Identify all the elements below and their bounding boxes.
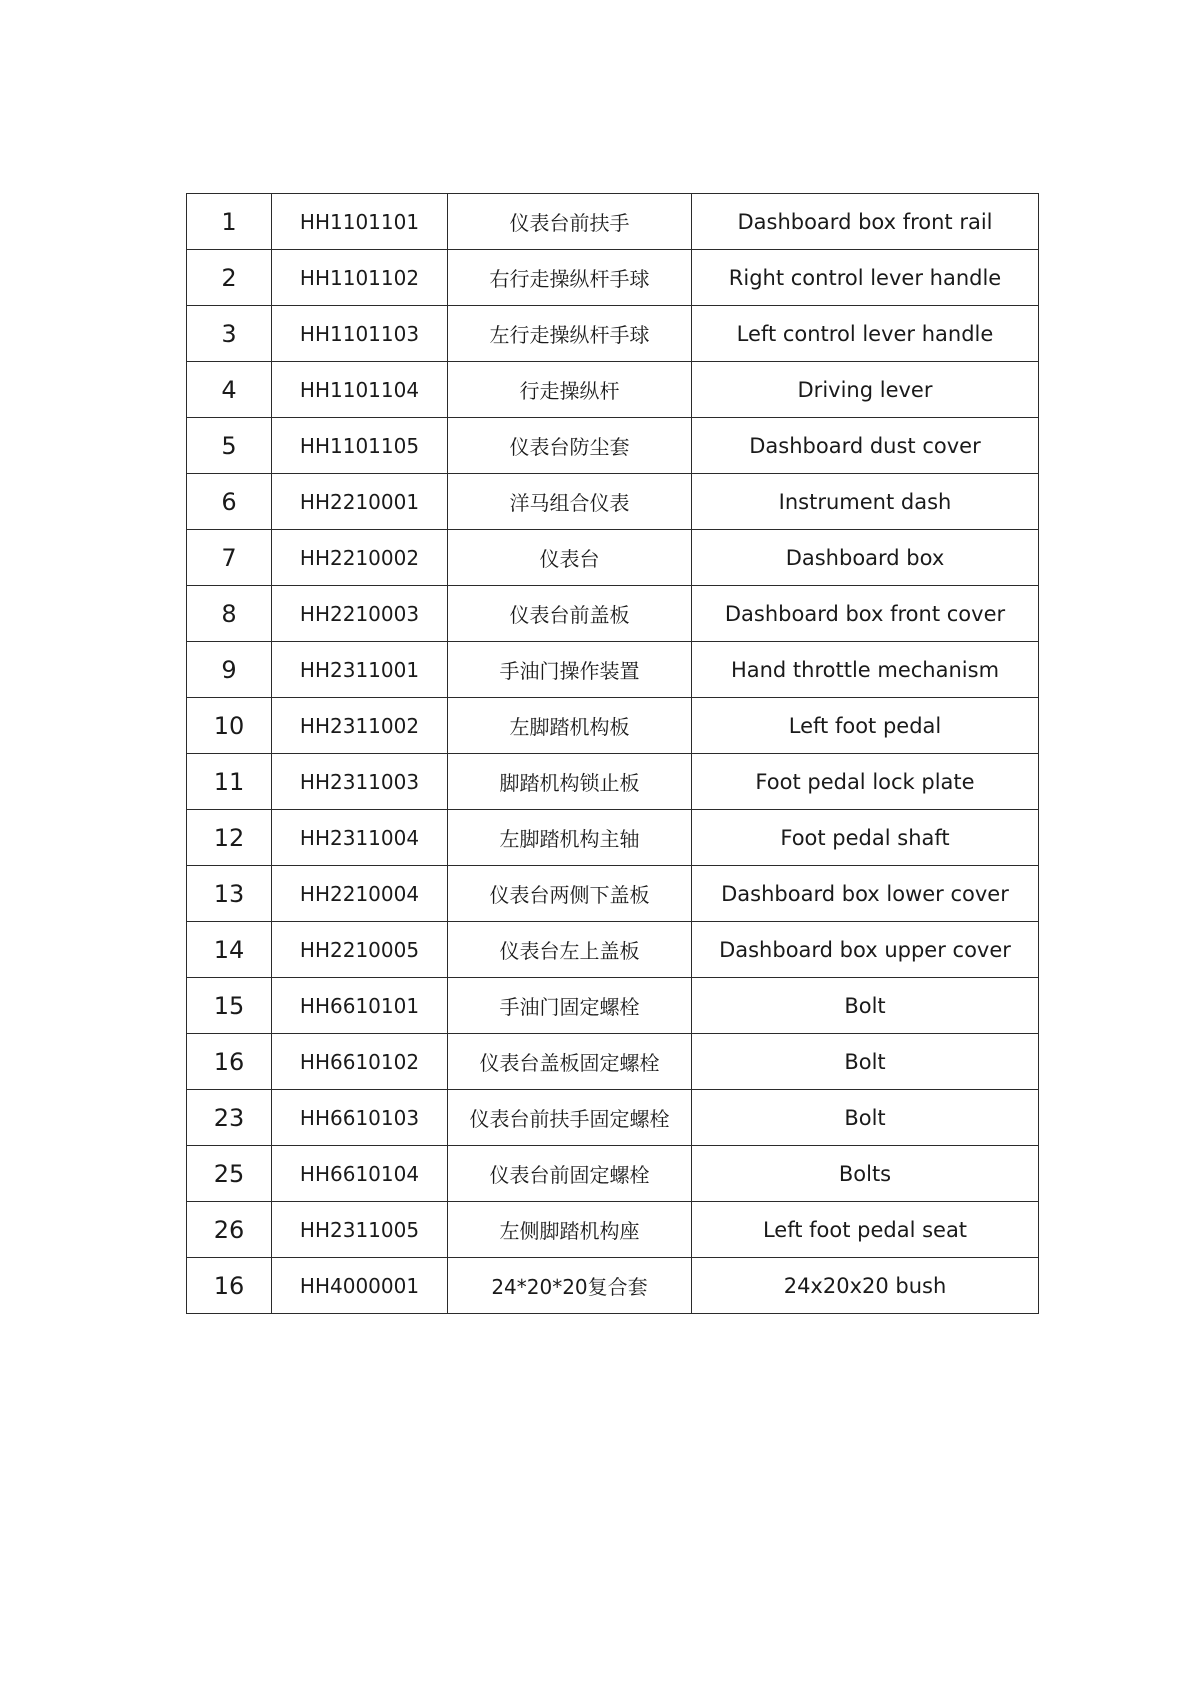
item-number-cell: 2 xyxy=(187,250,272,306)
english-name-cell: Hand throttle mechanism xyxy=(692,642,1039,698)
table-row xyxy=(187,754,1039,810)
chinese-name-cell: 仪表台左上盖板 xyxy=(448,922,692,978)
part-code-cell: HH2210001 xyxy=(272,474,448,530)
english-name-cell: Dashboard box front cover xyxy=(692,586,1039,642)
table-row xyxy=(187,1034,1039,1090)
chinese-name-cell: 仪表台盖板固定螺栓 xyxy=(448,1034,692,1090)
english-name-cell: Bolt xyxy=(692,1034,1039,1090)
table-row xyxy=(187,194,1039,250)
chinese-name-cell: 手油门操作装置 xyxy=(448,642,692,698)
item-number-cell: 14 xyxy=(187,922,272,978)
chinese-name-cell: 左行走操纵杆手球 xyxy=(448,306,692,362)
part-code-cell: HH4000001 xyxy=(272,1258,448,1314)
part-code-cell: HH6610104 xyxy=(272,1146,448,1202)
table-row xyxy=(187,1090,1039,1146)
chinese-name-cell: 24*20*20复合套 xyxy=(448,1258,692,1314)
chinese-name-cell: 仪表台前固定螺栓 xyxy=(448,1146,692,1202)
item-number-cell: 8 xyxy=(187,586,272,642)
english-name-cell: Right control lever handle xyxy=(692,250,1039,306)
part-code-cell: HH2210003 xyxy=(272,586,448,642)
parts-table-body xyxy=(187,194,1039,1314)
chinese-name-cell: 手油门固定螺栓 xyxy=(448,978,692,1034)
item-number-cell: 10 xyxy=(187,698,272,754)
part-code-cell: HH2311002 xyxy=(272,698,448,754)
part-code-cell: HH2311001 xyxy=(272,642,448,698)
table-row xyxy=(187,306,1039,362)
english-name-cell: Dashboard box front rail xyxy=(692,194,1039,250)
parts-table xyxy=(186,193,1039,1314)
part-code-cell: HH2311004 xyxy=(272,810,448,866)
table-row xyxy=(187,586,1039,642)
item-number-cell: 7 xyxy=(187,530,272,586)
item-number-cell: 16 xyxy=(187,1258,272,1314)
english-name-cell: Left foot pedal xyxy=(692,698,1039,754)
part-code-cell: HH6610102 xyxy=(272,1034,448,1090)
part-code-cell: HH1101105 xyxy=(272,418,448,474)
chinese-name-cell: 仪表台两侧下盖板 xyxy=(448,866,692,922)
table-row xyxy=(187,866,1039,922)
item-number-cell: 15 xyxy=(187,978,272,1034)
part-code-cell: HH1101101 xyxy=(272,194,448,250)
table-row xyxy=(187,642,1039,698)
part-code-cell: HH1101103 xyxy=(272,306,448,362)
table-row xyxy=(187,922,1039,978)
part-code-cell: HH2210005 xyxy=(272,922,448,978)
english-name-cell: Dashboard box upper cover xyxy=(692,922,1039,978)
english-name-cell: Dashboard box lower cover xyxy=(692,866,1039,922)
table-row xyxy=(187,1146,1039,1202)
item-number-cell: 13 xyxy=(187,866,272,922)
item-number-cell: 26 xyxy=(187,1202,272,1258)
english-name-cell: Dashboard box xyxy=(692,530,1039,586)
item-number-cell: 5 xyxy=(187,418,272,474)
chinese-name-cell: 行走操纵杆 xyxy=(448,362,692,418)
english-name-cell: Bolts xyxy=(692,1146,1039,1202)
table-row xyxy=(187,418,1039,474)
chinese-name-cell: 左脚踏机构主轴 xyxy=(448,810,692,866)
table-row xyxy=(187,250,1039,306)
part-code-cell: HH2210004 xyxy=(272,866,448,922)
item-number-cell: 6 xyxy=(187,474,272,530)
english-name-cell: Driving lever xyxy=(692,362,1039,418)
part-code-cell: HH6610101 xyxy=(272,978,448,1034)
english-name-cell: Bolt xyxy=(692,1090,1039,1146)
part-code-cell: HH6610103 xyxy=(272,1090,448,1146)
chinese-name-cell: 仪表台 xyxy=(448,530,692,586)
chinese-name-cell: 仪表台前扶手 xyxy=(448,194,692,250)
item-number-cell: 23 xyxy=(187,1090,272,1146)
table-row xyxy=(187,474,1039,530)
item-number-cell: 3 xyxy=(187,306,272,362)
item-number-cell: 16 xyxy=(187,1034,272,1090)
item-number-cell: 9 xyxy=(187,642,272,698)
english-name-cell: Bolt xyxy=(692,978,1039,1034)
table-row xyxy=(187,530,1039,586)
chinese-name-cell: 仪表台防尘套 xyxy=(448,418,692,474)
part-code-cell: HH2210002 xyxy=(272,530,448,586)
table-row xyxy=(187,1258,1039,1314)
english-name-cell: Foot pedal lock plate xyxy=(692,754,1039,810)
item-number-cell: 25 xyxy=(187,1146,272,1202)
item-number-cell: 12 xyxy=(187,810,272,866)
chinese-name-cell: 脚踏机构锁止板 xyxy=(448,754,692,810)
english-name-cell: Instrument dash xyxy=(692,474,1039,530)
table-row xyxy=(187,810,1039,866)
table-row xyxy=(187,698,1039,754)
item-number-cell: 11 xyxy=(187,754,272,810)
item-number-cell: 4 xyxy=(187,362,272,418)
chinese-name-cell: 左侧脚踏机构座 xyxy=(448,1202,692,1258)
item-number-cell: 1 xyxy=(187,194,272,250)
part-code-cell: HH2311005 xyxy=(272,1202,448,1258)
chinese-name-cell: 仪表台前扶手固定螺栓 xyxy=(448,1090,692,1146)
table-row xyxy=(187,978,1039,1034)
part-code-cell: HH1101104 xyxy=(272,362,448,418)
chinese-name-cell: 右行走操纵杆手球 xyxy=(448,250,692,306)
chinese-name-cell: 左脚踏机构板 xyxy=(448,698,692,754)
english-name-cell: Left foot pedal seat xyxy=(692,1202,1039,1258)
english-name-cell: Dashboard dust cover xyxy=(692,418,1039,474)
english-name-cell: Foot pedal shaft xyxy=(692,810,1039,866)
english-name-cell: Left control lever handle xyxy=(692,306,1039,362)
chinese-name-cell: 仪表台前盖板 xyxy=(448,586,692,642)
table-row xyxy=(187,1202,1039,1258)
part-code-cell: HH1101102 xyxy=(272,250,448,306)
table-row xyxy=(187,362,1039,418)
part-code-cell: HH2311003 xyxy=(272,754,448,810)
english-name-cell: 24x20x20 bush xyxy=(692,1258,1039,1314)
chinese-name-cell: 洋马组合仪表 xyxy=(448,474,692,530)
